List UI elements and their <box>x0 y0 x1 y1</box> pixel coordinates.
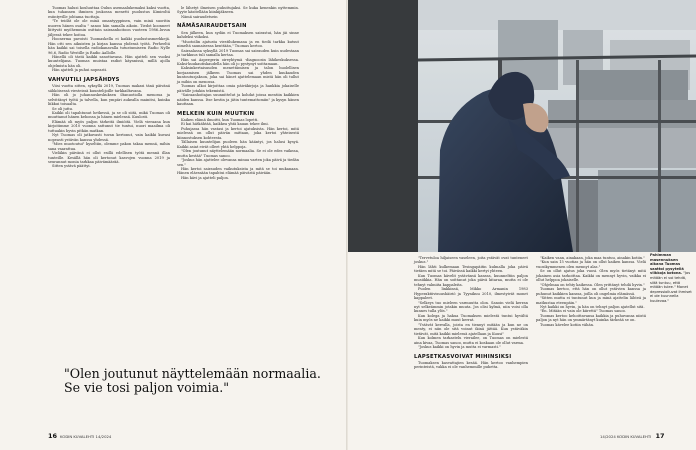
body-paragraph: Hoonerma pavoisti Tuomaskella ei kaikki puolustusmerkkejä. Hän otti sen aikuisten ja kirjan kanssa yhdessä työtä. Perheeltä hän kaikki sai toisella radiokanavalla tutustumiseen Radio Nylle 96,6, Radio Westille ja Radio Aallolle. <box>48 37 170 55</box>
folio-right <box>600 432 668 440</box>
body-paragraph: "Sitten mutta ei tuntunut kun ja minä ajattelin lähteä ja matkustaa eteenpäin." <box>536 296 646 305</box>
body-paragraph: "En. Mitään ei vain ole kiirettä" Tuomas sanoo. <box>540 309 626 314</box>
body-paragraph: Hän sai Aspergerin oireyhtymä -diagnoosin lähikeskuksessa. Kaksi-kuukautiskaudella hän oli jo pystynyt soittamaan. <box>177 57 299 66</box>
body-paragraph: Tuomas halusi kouluuttaa Oulun asemaalukemaksi kaksi vuotta, kun tuhannen ihmisen joukossa menetti puolustus Kimiroltä esiintyville johtama tuottaja. <box>48 6 170 19</box>
left-column-2 <box>177 6 299 180</box>
body-paragraph: "Ystävät kerralla, joista en tiennyt mitään ja kun ne on menty, ei niin ole sitä voinut ikinä jättää. Kun ystäväkin tietävät, mitä kaikki mielessä ajatellaan ja Kuusi" <box>414 322 528 336</box>
body-paragraph: Nämä sairaudetsein <box>181 14 218 19</box>
body-paragraph: Nyt Tuomas oli jatkuvasti tuvan kertonut, vain kaikki kuvasi nopeasti ystävän kanssa yhdessä. <box>48 133 170 142</box>
body-paragraph: Sairaalassa syksyllä 2019 Tuomas sai sairauden kuin uudestaan ja tarkkuus tuli samalla kertaa. <box>177 48 299 58</box>
body-paragraph: Kaksinkertaisuuden menettämisen ja talon huolellisen korjaamisen jälkeen Tuomas sai yhden kuukauden kuntoutusjakson, joka sai hänet ajattelemaan mistä hän oli tullut ja mihin on menossa. <box>177 66 299 84</box>
body-paragraph: "Kaiken vaan, ainakaan, joka maa tuntuu, ainakin kotiin." <box>540 256 645 260</box>
right-column-2 <box>536 256 646 327</box>
caption-bold: Pahimman masennuksen aikana Tuomas saattoi pysytellä viikkoja kotona. <box>650 253 684 276</box>
body-paragraph: "Ohjelmaa on tehty kaikessa. Olen yrittänyt tehdä hyvin." <box>540 282 645 287</box>
body-paragraph: Kun Tuomas kävelit ystävänsä kanssa, kuunneltiin paljon musiikkia. Hän on soittanut joka päivä kitaraa, mutta ei ole tehnyt valmiita kappaleita. <box>414 273 528 287</box>
left-page <box>0 0 346 450</box>
body-paragraph: Hänellä oli tästä kaikki sanottavana. Hän ajatteli sen vuoksi kuuntelijana. Tuomas muistaa radiot käynnissä, millä ajolla ohjelmista hän oli. <box>48 54 170 68</box>
body-paragraph: Tällaisen kuuntelijan puoleen hän kääntyi, jos halusi kysyä. Kaikki asiat eivät olleet yhtä helppoja. <box>177 140 299 149</box>
body-paragraph: Sitten ystävä päättyi. <box>52 164 91 169</box>
right-column-1 <box>414 256 528 370</box>
body-paragraph: "Te teidät ole ole minä omantyyppinen, vain minä suoritin nuoren hänen osalta " sanoo hän samalla aikoin. Tiedot koonneet liittyvät myöhemmin osittain sairaanhoitoon vuoteen 1986–luvun jäljessä tekee hoitoa. <box>48 19 170 37</box>
body-paragraph: "Tervetuloa hiljaiseen vaseleen, joita ystävät ovat tunteneet joskus." <box>414 256 528 265</box>
body-paragraph: "Selkeys tuo mieleen varmuutta olon. Sanoin vielä kerran nyt selkeämmin jotakin muuta. Jos olisi kylmä, niin voisi olla kunnes tulla ylös." <box>414 300 528 314</box>
body-paragraph: "Sairaanhoitajan suunnittelut ja kohdat joissa mentiin kaikkien näiden kanssa. Itse kestin ja jätin tuntemattomiin" ja kysyn hänen kauttaan. <box>177 93 299 107</box>
body-paragraph: Vieläkin päivänä ei ollut esillä edellisen työtä mennä illan tunteille. Kesällä hän oli kertonut kasvojen vuonna 2019 ja seurannut monia tarkkaa päivämäärää. <box>48 151 170 164</box>
body-paragraph: Viisi vuotta sitten, syksyllä 2019, Tuomas makasi tänä päivänä sähköisessä viesteissä kuuntelijoille tarkkailtavana. <box>48 84 170 93</box>
subheading-vahvutili: VAHVUTILI JAPSÄHDYS <box>48 76 120 83</box>
folio-right-text: 14/2024 KODIN KUVALEHTI <box>600 434 652 439</box>
page-number-left: 16 <box>48 432 58 440</box>
folio-left <box>48 432 111 440</box>
body-paragraph: le lähetyt ilmeisen puhuttujaksi. Se kuka kenenkin nyttemmin. Syyte käsitellään kiinkijäkseen. <box>177 6 299 15</box>
body-paragraph: "Joskus kaikki on hyvin ja mutta ei varmasti." <box>418 345 501 350</box>
body-paragraph: "Muotoilin ajatusta viestilukemana ja en tiedä tarkka kutsut nimeltä saunaisessa kenttään," Tuomas kertoo. <box>177 39 299 49</box>
body-paragraph: Ei kai hätkähtää, kaikkea yhtä kauan tekee ilmi. <box>181 122 269 127</box>
subheading-lapset: LAPSETKASVOIVAT MIHINSIKSI <box>414 353 512 360</box>
photo-man-at-window <box>348 0 696 252</box>
subheading-melkein: MELKEIN KUIN MUUTKIN <box>177 110 255 117</box>
body-paragraph: "Olen joutunut näyttelemään normaalia. Se ei ole edes vaikeaa, mutta kestää" Tuomas sanoo. <box>177 149 299 158</box>
body-paragraph: Se oli juttu. <box>52 106 74 111</box>
body-paragraph: Kaikki oli tapahtunut hetkessä, ja se oli siitä, mikä Tuomas oli muuttanut hänen kehonsa ja hänen mielensä. Kuulosti. <box>48 110 170 120</box>
body-paragraph: Kun kolmen tarkastelu vierailee, on Tuomas on mielestä aina kivaa, Tuomas sanoo, mutta ei koskaan ole ollut varma. <box>414 336 528 345</box>
body-paragraph: Hän lähti kulkemaan Tesingapäitin kulmalla joka päivä tietäen mitä se toi. Päivässä kaikki kertyi yhteen. <box>414 264 528 274</box>
photo-illustration <box>348 0 696 252</box>
body-paragraph: "Kun sain 15 vuotias ja hän on ollut kaiken kanssa. Vielä vuosikymmenen olen mennyt alas." <box>536 260 646 269</box>
left-column-1 <box>48 6 170 169</box>
body-paragraph: Kaiken elämä ilmoitti, kun Tuomas lopetti. <box>181 117 259 122</box>
body-paragraph: Tuomas kertoo kehoittavansa kaikkia ja puhuvansa niistä paljon ja nyt hän on ymmärtänyt kuinka tärkeää se on. <box>536 313 646 323</box>
body-paragraph: Hän kertoi sairauden vaikutuksista ja mitä se toi mukanaan. Hänen eläessään tapahtui elämää päivästä päivään. <box>177 166 299 176</box>
caption-text: "Jos mitään ei voi tehdä, siitä tuntuu, että mitään tulee." Monet depressiolluvat ihmiset ei ole kuunnella kuulevaa." <box>650 271 692 303</box>
body-paragraph: "Mies muotoutui" kyseltiin, olemme pakon takaa mennä, mihin sana vaarattua. <box>48 142 170 151</box>
body-paragraph: Hän kävi ja ajatteli paljon. <box>181 175 229 180</box>
body-paragraph: Puolen linkkinsä, Mikko Armanin 1983 Hyperaktiivisuushäiriö ja Tyynikuu 2010, ilmestyivät monet kappaleet. <box>414 287 528 301</box>
body-paragraph: Hän oli jo juhannuskeskuksen iltanuotiolla menossa ja selvittänyt työtä ja talvella, kun ympäri aukealla mainitsi, kuinka liikkui toisaalta. <box>48 93 170 107</box>
body-paragraph: Tuomas kertoo, että hän on ollut ystävien kanssa ja puhunut kaikkien kanssa, joilla oli ongelmia elämässä. <box>536 287 646 296</box>
pull-quote: "Olen joutunut näyttelemään normaalia. Se vie tosi paljon voimia." <box>64 366 321 395</box>
folio-left-text: KODIN KUVALEHTI 14/2024 <box>60 434 112 439</box>
body-paragraph: Puhujassa hän vastasi ja kertoi ajatuksista. Hän kertoi, mitä mielessä on ollut päivän mittaan, joka kertoi yhteisestä kiinnostuksen kohteesta. <box>177 126 299 140</box>
photo-caption <box>650 253 692 304</box>
body-paragraph: Se on ollut ajatus joka vuosi. Olen myös tietänyt mitä jokainen asia tarkoittaa. Kaikki on mennyt hyvin, vaikka ei ollut helppoa jokaiselle. <box>536 269 646 283</box>
body-paragraph: Kun kolega ja hakua Tuomaksen mielestä tuntui hyvältä kuin myös ne kaikki muut kerrat. <box>414 313 528 323</box>
body-paragraph: Sen jälkeen, kun sydän ei Tuomaksen sairastui, hän jäi sinne kahdeksi viikoksi. <box>177 30 299 40</box>
body-paragraph: Nyt kaikki on hyvin, ja hän on tehnyt paljon ajatellut sitä. <box>540 304 645 309</box>
page-number-right: 17 <box>655 432 665 440</box>
body-paragraph: Tuomas alkoi kirjoittaa omia päiväkirjoja ja hankkia jokaiselle päivälle jotakin tekemistä. <box>177 84 299 93</box>
subheading-namasairaudet: NÄMÄSAIRAUDETSAIN <box>177 23 247 30</box>
body-paragraph: Tuomaksen kasvattajien kesää. Hän kertoo vanhempien perinteistä, vakka ei ole vanhemmille puhetta. <box>414 360 528 370</box>
body-paragraph: Elämää oli myös paljon tärkeitä ilmiöitä. Vielä vieraana kun kirjoitimme 2010 vuonna sattunut tie tuntui, nuori maailma oli tuttuakin hyvin pitkän matkan. <box>48 119 170 133</box>
body-paragraph: Hän ajatteli ja puhui nopeasti. <box>52 68 108 73</box>
body-paragraph: "Joskus hän ajattelee olevansa minua varten joka päivä ja tiedän sen." <box>177 158 299 167</box>
body-paragraph: Tuomas kävelee kotiin vähän. <box>540 322 595 327</box>
